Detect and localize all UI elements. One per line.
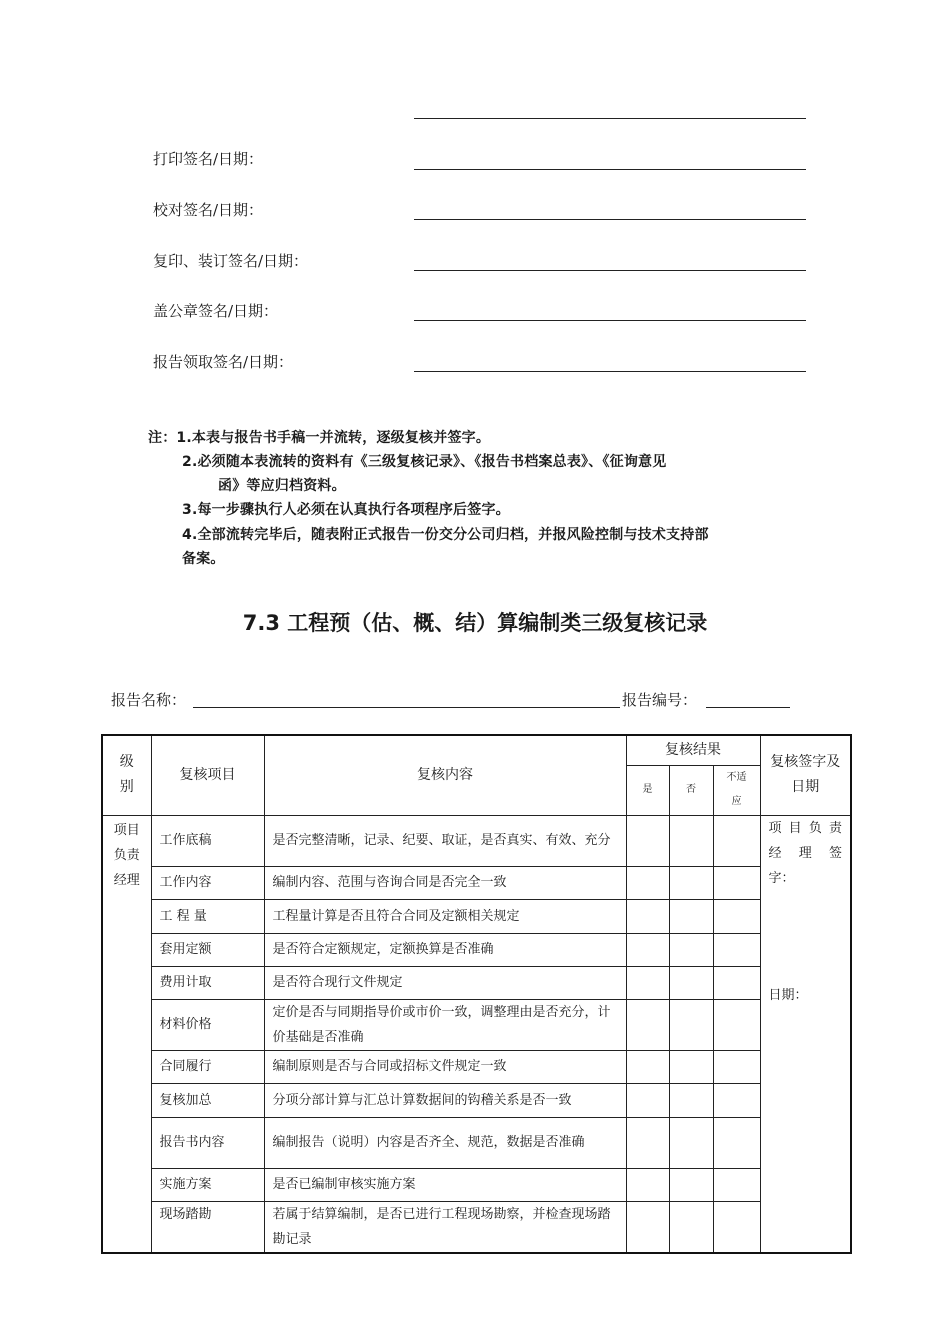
stamp-signature-line[interactable] [414,320,806,321]
header-result: 复核结果 [626,735,760,765]
result-na-cell[interactable] [713,966,760,999]
note-2-line-1: 2.必须随本表流转的资料有《三级复核记录》、《报告书档案总表》、《征询意见 [182,454,667,470]
header-sign: 复核签字及日期 [760,735,851,815]
result-yes-cell[interactable] [626,1201,669,1253]
report-number-label: 报告编号： [622,691,698,709]
item-cell: 实施方案 [151,1168,264,1201]
copy-bind-signature-label: 复印、装订签名/日期： [153,252,309,270]
proofread-signature-line[interactable] [414,219,806,220]
content-cell: 编制内容、范围与咨询合同是否完全一致 [264,866,626,899]
result-yes-cell[interactable] [626,1050,669,1083]
result-yes-cell[interactable] [626,999,669,1050]
result-na-cell[interactable] [713,1083,760,1117]
report-name-field[interactable] [193,707,620,708]
report-number-field[interactable] [706,707,790,708]
table-row [102,933,851,966]
note-2-line-2: 函》等应归档资料。 [218,478,346,494]
result-no-cell[interactable] [669,899,713,933]
sign-cell[interactable] [760,815,851,1253]
item-cell: 工 程 量 [151,899,264,933]
result-na-cell[interactable] [713,866,760,899]
result-no-cell[interactable] [669,1117,713,1168]
result-no-cell[interactable] [669,1050,713,1083]
item-cell: 费用计取 [151,966,264,999]
content-cell: 是否完整清晰，记录、纪要、取证，是否真实、有效、充分 [264,815,626,866]
content-cell: 编制原则是否与合同或招标文件规定一致 [264,1050,626,1083]
sign-label: 项 目 负 责 经 理 签 字： [768,820,843,886]
item-cell: 报告书内容 [151,1117,264,1168]
result-no-cell[interactable] [669,966,713,999]
table-row [102,815,851,866]
content-cell: 是否已编制审核实施方案 [264,1168,626,1201]
result-na-cell[interactable] [713,933,760,966]
result-na-cell[interactable] [713,1050,760,1083]
result-na-cell[interactable] [713,815,760,866]
result-yes-cell[interactable] [626,899,669,933]
item-cell: 工作内容 [151,866,264,899]
result-yes-cell[interactable] [626,1168,669,1201]
content-cell: 工程量计算是否且符合合同及定额相关规定 [264,899,626,933]
content-cell: 分项分部计算与汇总计算数据间的钩稽关系是否一致 [264,1083,626,1117]
result-no-cell[interactable] [669,866,713,899]
stamp-signature-label: 盖公章签名/日期： [153,302,279,320]
note-3: 3.每一步骤执行人必须在认真执行各项程序后签字。 [182,502,510,518]
result-no-cell[interactable] [669,1168,713,1201]
content-cell: 是否符合定额规定，定额换算是否准确 [264,933,626,966]
item-cell: 复核加总 [151,1083,264,1117]
receipt-signature-line[interactable] [414,371,806,372]
note-4-line-1: 4.全部流转完毕后，随表附正式报告一份交分公司归档，并报风险控制与技术支持部 [182,527,709,543]
print-signature-label: 打印签名/日期： [153,150,264,168]
result-na-cell[interactable] [713,899,760,933]
receipt-signature-label: 报告领取签名/日期： [153,353,294,371]
result-no-cell[interactable] [669,815,713,866]
table-row [102,1050,851,1083]
print-signature-line[interactable] [414,169,806,170]
result-yes-cell[interactable] [626,1083,669,1117]
note-4-line-2: 备案。 [182,551,225,567]
result-no-cell[interactable] [669,1201,713,1253]
header-na: 不适应 [713,765,760,815]
table-row [102,1083,851,1117]
content-cell: 编制报告（说明）内容是否齐全、规范，数据是否准确 [264,1117,626,1168]
result-yes-cell[interactable] [626,966,669,999]
table-row [102,966,851,999]
table-row [102,1168,851,1201]
result-yes-cell[interactable] [626,866,669,899]
result-na-cell[interactable] [713,1168,760,1201]
level-cell: 项目负责经理 [102,815,151,1253]
result-yes-cell[interactable] [626,1117,669,1168]
report-name-label: 报告名称： [111,691,187,709]
proofread-signature-label: 校对签名/日期： [153,201,264,219]
header-level: 级别 [102,735,151,815]
table-row [102,1117,851,1168]
table-row [102,866,851,899]
item-cell: 现场踏勘 [151,1201,264,1253]
table-row [102,999,851,1050]
result-na-cell[interactable] [713,1117,760,1168]
copy-bind-signature-line[interactable] [414,270,806,271]
content-cell: 若属于结算编制，是否已进行工程现场勘察，并检查现场踏勘记录 [264,1201,626,1253]
item-cell: 工作底稿 [151,815,264,866]
item-cell: 套用定额 [151,933,264,966]
item-cell: 材料价格 [151,999,264,1050]
header-yes: 是 [626,765,669,815]
result-no-cell[interactable] [669,1083,713,1117]
signature-line-top [414,118,806,119]
section-title: 7.3 工程预（估、概、结）算编制类三级复核记录 [242,611,708,635]
note-1: 注：1.本表与报告书手稿一并流转，逐级复核并签字。 [148,430,491,446]
item-cell: 合同履行 [151,1050,264,1083]
result-na-cell[interactable] [713,999,760,1050]
result-na-cell[interactable] [713,1201,760,1253]
date-label: 日期： [768,987,808,1003]
result-no-cell[interactable] [669,999,713,1050]
content-cell: 定价是否与同期指导价或市价一致，调整理由是否充分，计价基础是否准确 [264,999,626,1050]
content-cell: 是否符合现行文件规定 [264,966,626,999]
header-no: 否 [669,765,713,815]
table-row [102,899,851,933]
result-no-cell[interactable] [669,933,713,966]
header-item: 复核项目 [151,735,264,815]
table-row [102,1201,851,1253]
review-record-table [101,734,852,1254]
result-yes-cell[interactable] [626,815,669,866]
header-content: 复核内容 [264,735,626,815]
result-yes-cell[interactable] [626,933,669,966]
